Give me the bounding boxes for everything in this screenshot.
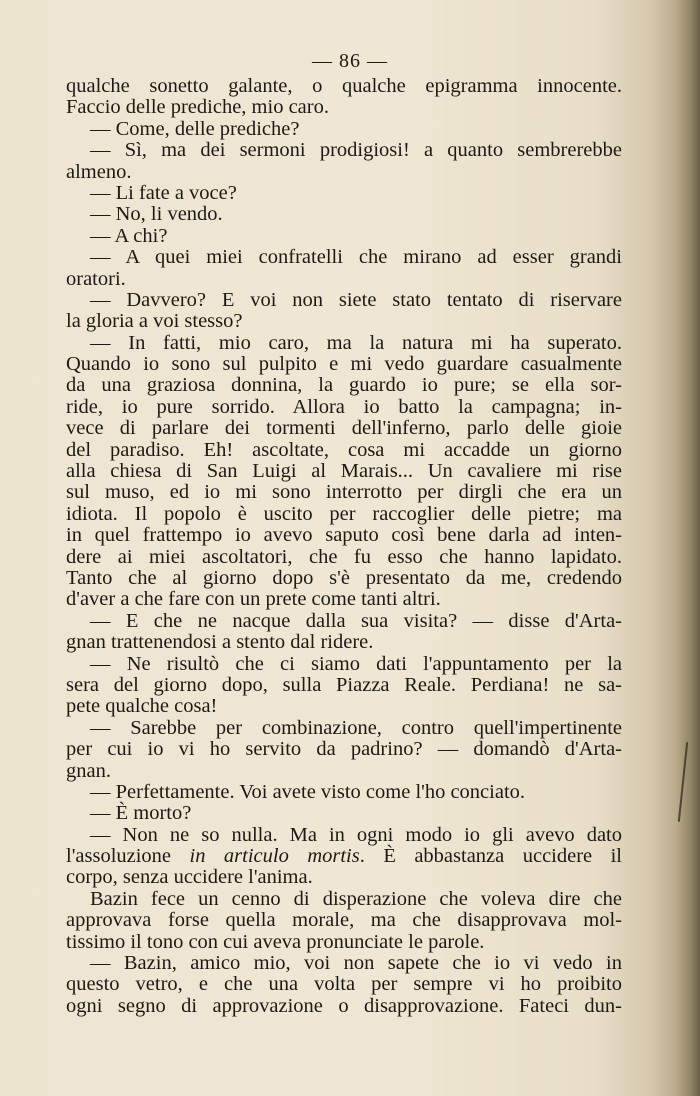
text-line: — A chi? xyxy=(90,224,168,247)
text-line: ogni segno di approvazione o disapprovazione. Fateci dun- xyxy=(66,994,622,1017)
text-line: Tanto che al giorno dopo s'è presentato da me, credendo xyxy=(66,566,622,589)
text-line: sera del giorno dopo, sulla Piazza Reale. Perdiana! ne sa- xyxy=(66,673,622,696)
text-line: da una graziosa donnina, la guardo io pure; se ella sor- xyxy=(66,374,622,397)
text-line: corpo, senza uccidere l'anima. xyxy=(66,866,313,889)
text-line: almeno. xyxy=(66,160,132,183)
text-line: qualche sonetto galante, o qualche epigramma innocente. xyxy=(66,75,622,97)
text-line: vece di parlare dei tormenti dell'inferno, parlo delle gioie xyxy=(66,417,622,440)
text-line: — Non ne so nulla. Ma in ogni modo io gli avevo dato xyxy=(90,823,622,846)
text-line: — Davvero? E voi non siete stato tentato di riservare xyxy=(90,288,622,311)
text-line: — Perfettamente. Voi avete visto come l'ho conciato. xyxy=(90,780,526,803)
text-line: oratori. xyxy=(66,267,126,290)
text-line: sul muso, ed io mi sono interrotto per dirgli che era un xyxy=(66,481,622,504)
text-line: idiota. Il popolo è uscito per raccoglier delle pietre; ma xyxy=(66,502,622,525)
text-line: Bazin fece un cenno di disperazione che voleva dire che xyxy=(90,887,622,910)
text-line: — No, li vendo. xyxy=(90,203,223,226)
text-line: tissimo il tono con cui aveva pronunciate le parole. xyxy=(66,930,485,953)
text-line: pete qualche cosa! xyxy=(66,695,218,718)
text-line: Quando io sono sul pulpito e mi vedo guardare casualmente xyxy=(66,353,622,376)
text-line: approvava forse quella morale, ma che disapprovava mol- xyxy=(66,909,622,932)
body-text xyxy=(66,76,622,1017)
text-line: in quel frattempo io avevo saputo così bene darla ad inten- xyxy=(66,524,622,547)
text-line: l'assoluzione in articulo mortis. È abbastanza uccidere il xyxy=(66,845,623,868)
text-line: d'aver a che fare con un prete come tanti altri. xyxy=(66,588,441,611)
text-line: questo vetro, e che una volta per sempre vi ho proibito xyxy=(66,973,622,996)
page-edge-shadow xyxy=(676,0,700,1096)
text-line: gnan trattenendosi a stento dal ridere. xyxy=(66,631,374,654)
text-line: — Come, delle prediche? xyxy=(90,117,300,140)
text-line: alla chiesa di San Luigi al Marais... Un cavaliere mi rise xyxy=(66,460,622,483)
page-number: — 86 — xyxy=(312,50,388,72)
text-line: — Li fate a voce? xyxy=(90,181,237,204)
text-line: del paradiso. Eh! ascoltate, cosa mi accadde un giorno xyxy=(66,438,622,461)
text-line: dere ai miei ascoltatori, che fu esso che hanno lapidato. xyxy=(66,545,622,568)
text-line: — In fatti, mio caro, ma la natura mi ha superato. xyxy=(90,331,622,354)
text-line: — È morto? xyxy=(90,802,192,825)
text-line: — A quei miei confratelli che mirano ad esser grandi xyxy=(90,246,622,269)
text-line: — Ne risultò che ci siamo dati l'appuntamento per la xyxy=(90,652,622,675)
text-line: Faccio delle prediche, mio caro. xyxy=(66,96,329,119)
text-line: la gloria a voi stesso? xyxy=(66,310,243,333)
text-line: — E che ne nacque dalla sua visita? — disse d'Arta- xyxy=(90,609,622,632)
text-line: ride, io pure sorrido. Allora io batto la campagna; in- xyxy=(66,395,622,418)
text-line: — Sì, ma dei sermoni prodigiosi! a quanto sembrerebbe xyxy=(90,139,622,162)
text-line: — Sarebbe per combinazione, contro quell'impertinente xyxy=(90,716,622,739)
text-line: — Bazin, amico mio, voi non sapete che io vi vedo in xyxy=(90,952,622,975)
text-line: per cui io vi ho servito da padrino? — domandò d'Arta- xyxy=(66,738,622,761)
text-line: gnan. xyxy=(66,759,111,782)
